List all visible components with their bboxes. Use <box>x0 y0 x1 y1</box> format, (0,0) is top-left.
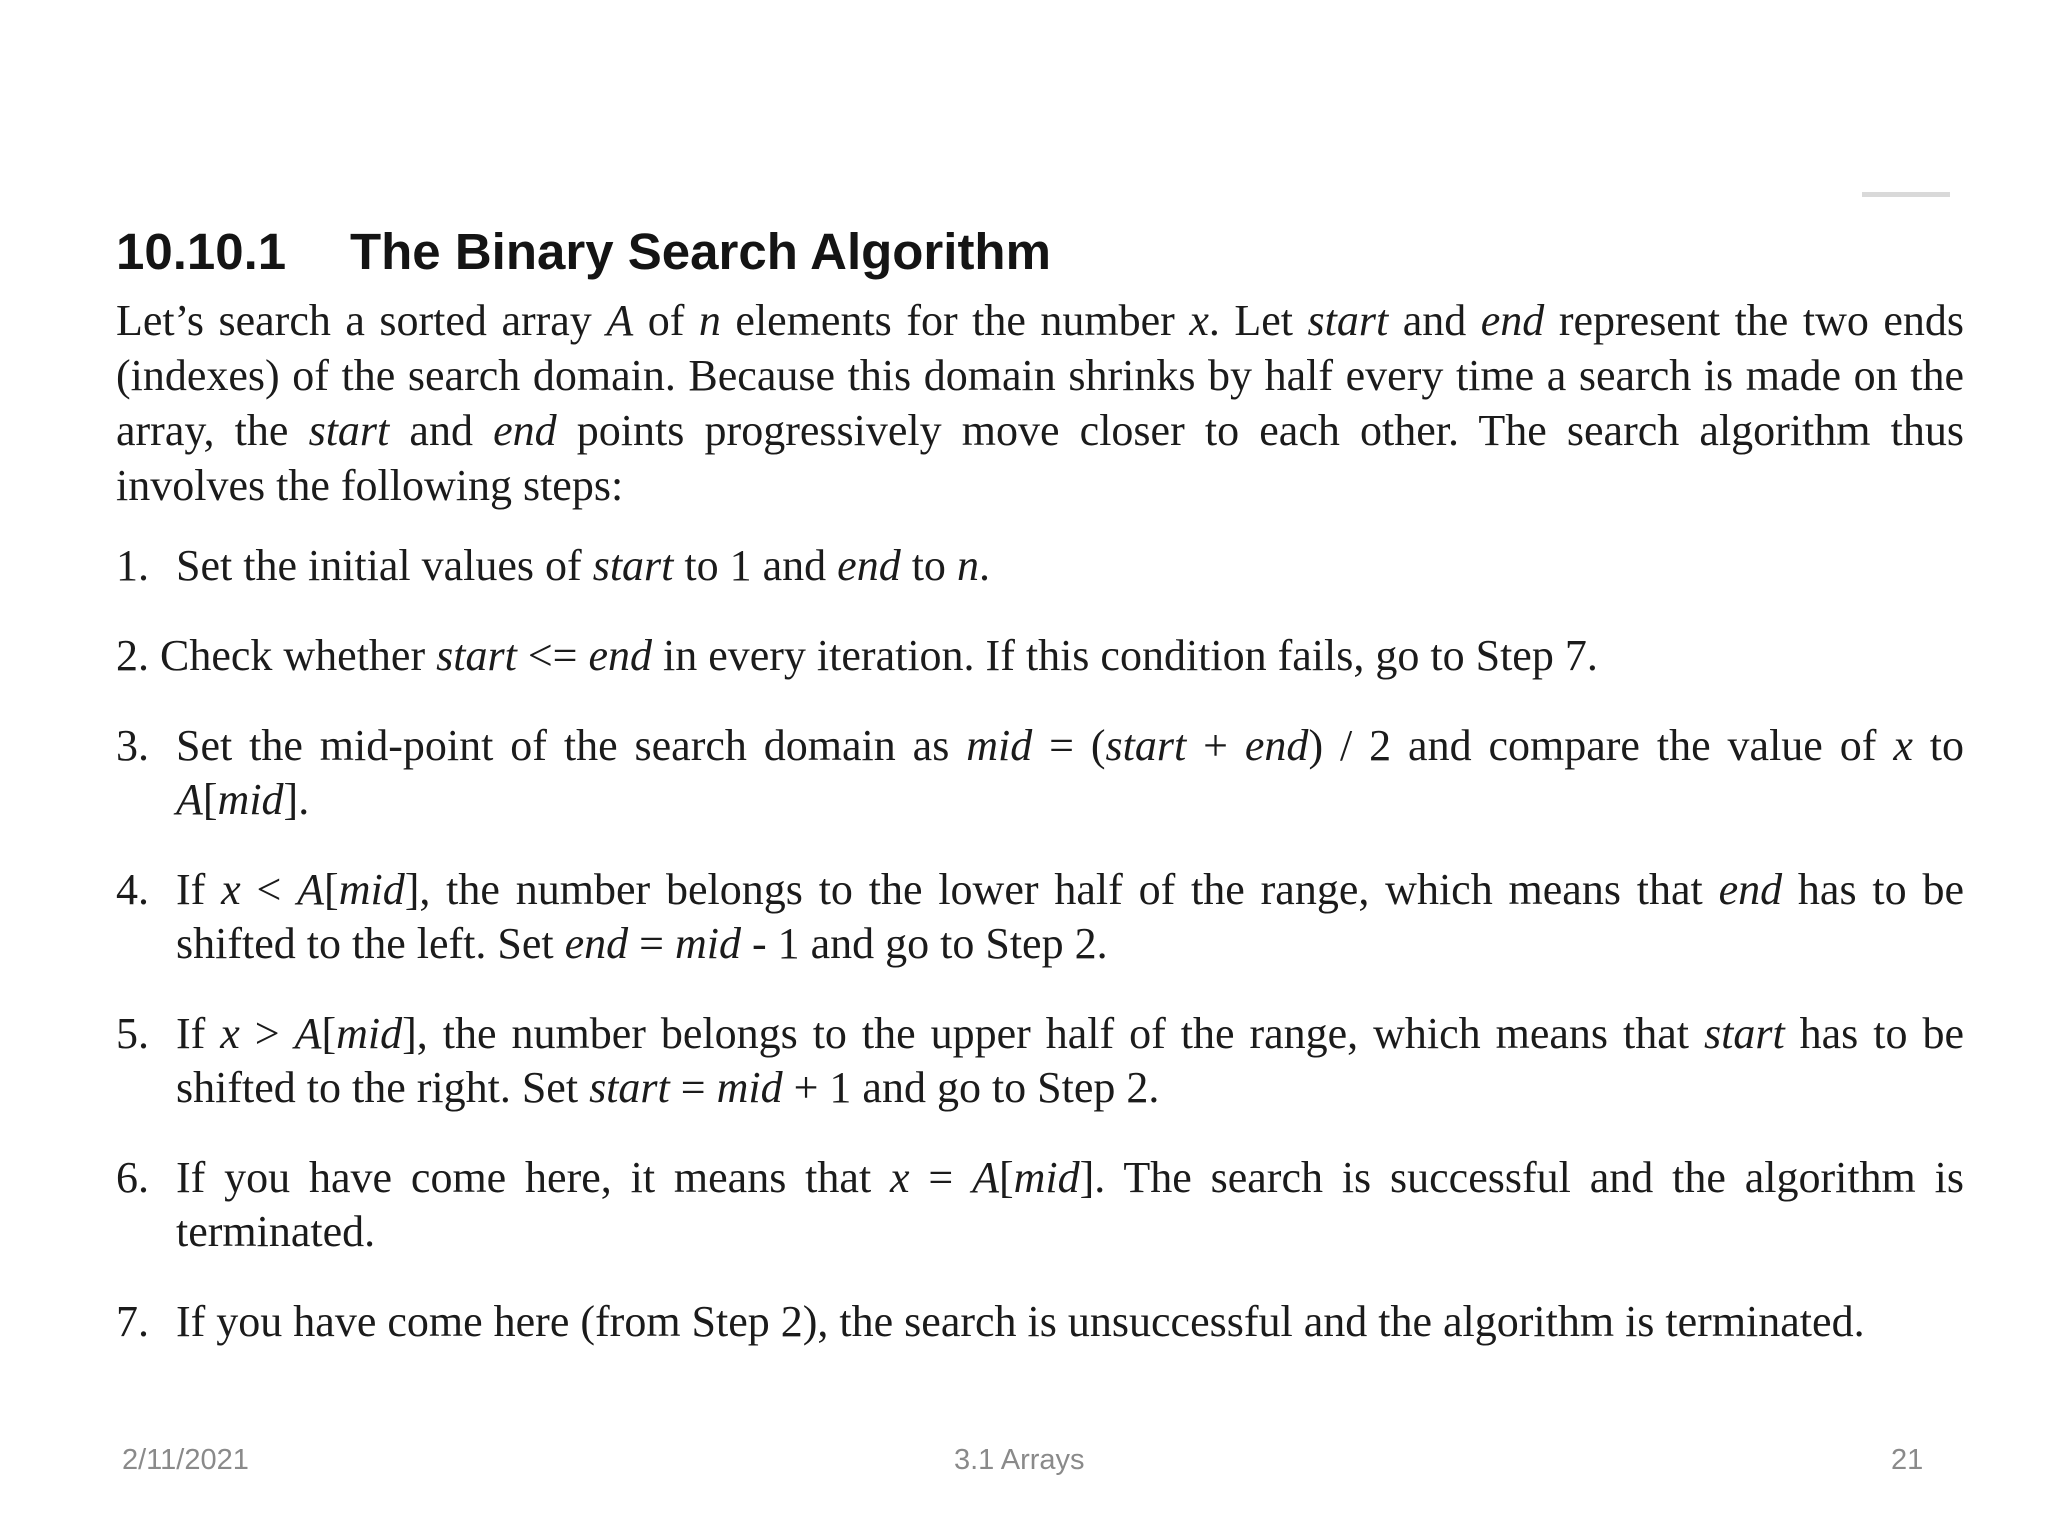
math-variable: end <box>564 919 629 968</box>
math-variable: A <box>606 296 634 345</box>
section-number: 10.10.1 <box>116 223 287 280</box>
math-variable: start <box>436 631 517 680</box>
math-variable: mid <box>336 1009 403 1058</box>
step-text: Check whether start <= end in every iteration. If this condition fails, go to Step 7. <box>160 631 1598 680</box>
math-variable: A <box>972 1153 999 1202</box>
math-variable: x <box>1189 296 1209 345</box>
slide-content <box>116 222 1964 1385</box>
step-number: 6. <box>116 1153 149 1202</box>
step-number: 4. <box>116 865 149 914</box>
step-number: 3. <box>116 721 149 770</box>
math-variable: x <box>220 1009 240 1058</box>
step-number: 1. <box>116 541 149 590</box>
math-variable: n <box>698 296 721 345</box>
section-title: The Binary Search Algorithm <box>350 223 1051 280</box>
step-number: 5. <box>116 1009 149 1058</box>
step-text: If you have come here, it means that x = A[mid]. The search is successful and the algorithm is terminated. <box>176 1153 1964 1256</box>
math-variable: start <box>589 1063 670 1112</box>
math-variable: end <box>588 631 652 680</box>
step-item <box>116 863 1964 971</box>
step-text: Set the mid-point of the search domain as mid = (start + end) / 2 and compare the value of x to A[mid]. <box>176 721 1964 824</box>
footer-page-number: 21 <box>1891 1444 1924 1476</box>
step-item <box>116 719 1964 827</box>
decorative-line <box>1862 192 1950 197</box>
math-variable: mid <box>716 1063 783 1112</box>
math-variable: A <box>294 1009 322 1058</box>
step-text: If you have come here (from Step 2), the search is unsuccessful and the algorithm is terminated. <box>176 1297 1865 1346</box>
math-variable: start <box>1307 296 1389 345</box>
math-variable: A <box>297 865 325 914</box>
step-item <box>116 1151 1964 1259</box>
step-item <box>116 539 1964 593</box>
step-text: If x < A[mid], the number belongs to the lower half of the range, which means that end has to be shifted to the left. Set end = mid - 1 and go to Step 2. <box>176 865 1964 968</box>
math-variable: start <box>1105 721 1187 770</box>
footer-date: 2/11/2021 <box>122 1444 249 1476</box>
intro-paragraph: Let’s search a sorted array A of n elements for the number x. Let start and end represent the two ends (indexes) of the search domain. Because this domain shrinks by half every time a search is made on the array, the start and end points progressively move closer to each other. The search algorithm thus involves the following steps: <box>116 296 1965 510</box>
math-variable: start <box>308 406 390 455</box>
math-variable: n <box>956 541 979 590</box>
step-item <box>116 629 1964 683</box>
math-variable: end <box>837 541 901 590</box>
step-text: If x > A[mid], the number belongs to the upper half of the range, which means that start has to be shifted to the right. Set start = mid + 1 and go to Step 2. <box>176 1009 1964 1112</box>
math-variable: end <box>1718 865 1783 914</box>
math-variable: mid <box>217 775 284 824</box>
steps-list <box>116 539 1964 1349</box>
math-variable: mid <box>338 865 405 914</box>
step-text: Set the initial values of start to 1 and end to n. <box>176 541 990 590</box>
math-variable: start <box>592 541 674 590</box>
math-variable: end <box>493 406 557 455</box>
math-variable: x <box>890 1153 910 1202</box>
step-item <box>116 1295 1964 1349</box>
section-heading <box>116 222 1964 281</box>
math-variable: mid <box>674 919 741 968</box>
math-variable: end <box>1244 721 1309 770</box>
math-variable: mid <box>966 721 1033 770</box>
math-variable: end <box>1480 296 1545 345</box>
step-number: 7. <box>116 1297 149 1346</box>
step-number: 2. <box>116 631 149 680</box>
math-variable: x <box>1893 721 1913 770</box>
math-variable: x <box>221 865 241 914</box>
footer-title: 3.1 Arrays <box>954 1444 1085 1476</box>
step-item <box>116 1007 1964 1115</box>
math-variable: A <box>176 775 203 824</box>
math-variable: start <box>1703 1009 1785 1058</box>
math-variable: mid <box>1013 1153 1080 1202</box>
